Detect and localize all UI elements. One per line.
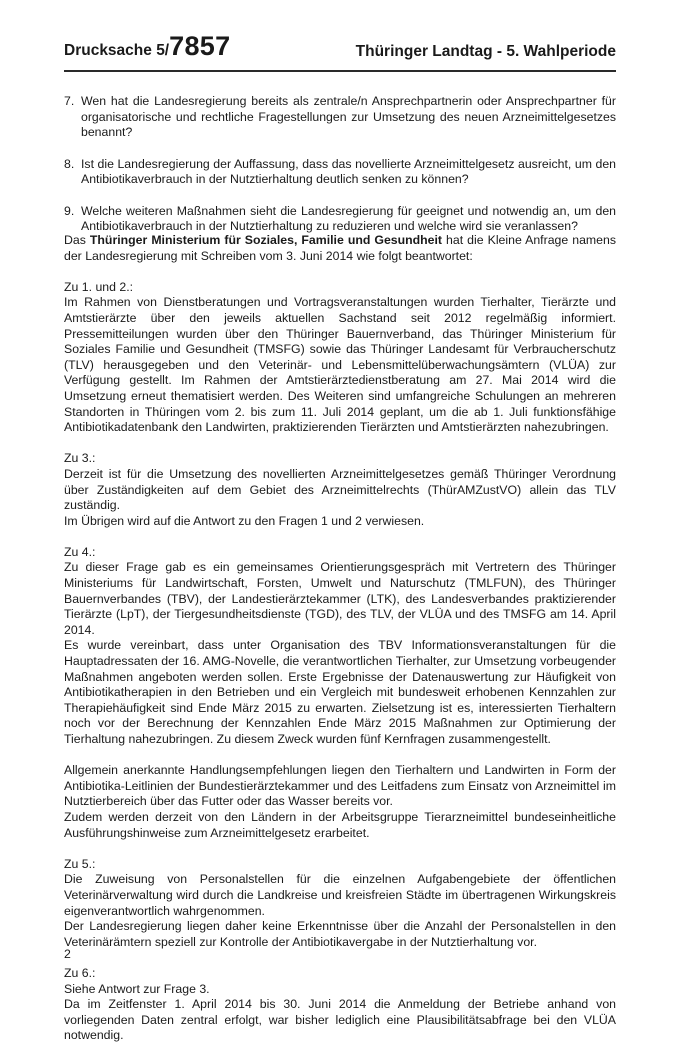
intro-paragraph	[64, 233, 616, 264]
answer-text: Zu dieser Frage gab es ein gemeinsames Orientierungsgespräch mit Vertretern des Thüringer Ministeriums für Landwirtschaft, Forsten, Umwelt und Naturschutz (TMLFUN), des Thüringer Bauernverbandes (TBV), der Landestierärztekammer (LTK), des Landesverbandes praktizierender Tierärzte (LpT), der Tiergesundheitsdienste (TGD), des TLV, der VLÜA und des TMSFG am 14. April 2014.	[64, 560, 616, 637]
answer-heading: Zu 3.:	[64, 451, 96, 466]
question-text: Ist die Landesregierung der Auffassung, dass das novellierte Arzneimittelgesetz ausreicht, um den Antibiotikaverbrauch in der Nutztierhaltung deutlich senken zu können?	[81, 156, 616, 186]
intro-after: hat die Kleine Anfrage namens der Landesregierung mit Schreiben vom 3. Juni 2014 wie folgt beantwortet:	[64, 233, 616, 263]
answer-text: Im Rahmen von Dienstberatungen und Vortragsveranstaltungen wurden Tierhalter, Tierärzte und Amtstierärzte über den jeweils aktuellen Sachstand seit 2012 regelmäßig informiert. Pressemitteilungen wurden über den Thüringer Bauernverband, das Thüringer Ministerium für Soziales Familie und Gesundheit (TMSFG) sowie das Thüringer Landesamt für Verbraucherschutz (TLV) herausgegeben und den Veterinär- und Lebensmittelüberwachungsämtern (VLÜA) zur Verfügung gestellt. Im Rahmen der Amtstierärztedienstberatung am 27. Mai 2014 wird die Umsetzung erneut thematisiert werden. Des Weiteren sind umfangreiche Schulungen an mehreren Standorten in Thüringen vom 2. bis zum 11. Juli 2014 geplant, um die ab 1. Juli funktionsfähige Antibiotikadatenbank den Landwirten, praktizierenden Tierärzten und Amtstierärzten nahezubringen.	[64, 295, 616, 435]
document-prefix: Drucksache 5/	[64, 42, 170, 59]
question-number: 9.	[64, 203, 75, 218]
answer-text: Allgemein anerkannte Handlungsempfehlungen liegen den Tierhaltern und Landwirten in Form der Antibiotika-Leitlinien der Bundestierärztekammer und des Leitfadens zum Einsatz von Arzneimittel im Nutztierbereich über das Futter oder das Wasser bereits vor.	[64, 763, 616, 809]
page-number: 2	[64, 947, 71, 961]
answer-1-2	[64, 280, 616, 436]
question-item	[64, 157, 616, 188]
answer-text: Im Übrigen wird auf die Antwort zu den Fragen 1 und 2 verwiesen.	[64, 513, 425, 528]
question-item	[64, 94, 616, 141]
answer-text: Der Landesregierung liegen daher keine Erkenntnisse über die Anzahl der Personalstellen in den Veterinärämtern speziell zur Kontrolle der Antibiotikavergabe in der Nutztierhaltung vor.	[64, 919, 616, 949]
answer-4-continued	[64, 763, 616, 841]
header-divider	[64, 70, 616, 72]
document-number	[64, 31, 230, 62]
question-item	[64, 204, 616, 235]
answer-6	[64, 966, 616, 1044]
question-list	[64, 94, 616, 251]
answer-text: Die Zuweisung von Personalstellen für die einzelnen Aufgabengebiete der öffentlichen Veterinärverwaltung wird durch die Landkreise und kreisfreien Städte im übertragenen Wirkungskreis eigenverantwortlich wahrgenommen.	[64, 872, 616, 918]
answer-text: Siehe Antwort zur Frage 3.	[64, 981, 210, 996]
legislative-period: Thüringer Landtag - 5. Wahlperiode	[355, 43, 616, 60]
question-number: 7.	[64, 94, 75, 108]
answer-3	[64, 451, 616, 529]
intro-before: Das	[64, 233, 90, 247]
answer-heading: Zu 4.:	[64, 544, 96, 559]
answer-5	[64, 857, 616, 951]
answer-text: Derzeit ist für die Umsetzung des novellierten Arzneimittelgesetzes gemäß Thüringer Verordnung über Zuständigkeiten auf dem Gebiet des Arzneimittelrechts (ThürAMZustVO) allein das TLV zuständig.	[64, 466, 616, 513]
page-header	[64, 30, 616, 64]
answer-heading: Zu 5.:	[64, 856, 96, 871]
answer-text: Es wurde vereinbart, dass unter Organisation des TBV Informationsveranstaltungen für die Hauptadressaten der 16. AMG-Novelle, die verantwortlichen Tierhalter, zur Umsetzung vorbeugender Maßnahmen angeboten werden sollen. Erste Ergebnisse der Datenauswertung zur Häufigkeit von Antibiotikatherapien in den Betrieben und ein Vergleich mit bundesweit erhobenen Kennzahlen zur Therapiehäufigkeit sind Ende März 2015 zu erwarten. Zielsetzung ist es, interessierten Tierhaltern noch vor der Berechnung der Kennzahlen Ende März 2015 Maßnahmen zur Optimierung der Tierhaltung nahezubringen. Zu diesem Zweck wurden fünf Kernfragen zusammengestellt.	[64, 638, 616, 746]
question-text: Welche weiteren Maßnahmen sieht die Landesregierung für geeignet und notwendig an, um den Antibiotikaverbrauch in der Nutztierhaltung zu reduzieren und welche wird sie veranlassen?	[81, 203, 616, 233]
question-text: Wen hat die Landesregierung bereits als zentrale/n Ansprechpartnerin oder Ansprechpartner für organisatorische und rechtliche Fragestellungen zur Umsetzung des neuen Arzneimittelgesetzes benannt?	[81, 94, 616, 139]
answer-text: Zudem werden derzeit von den Ländern in der Arbeitsgruppe Tierarzneimittel bundeseinheitliche Ausführungshinweise zum Arzneimittelgesetz erarbeitet.	[64, 809, 616, 840]
ministry-name: Thüringer Ministerium für Soziales, Familie und Gesundheit	[89, 233, 443, 247]
answer-heading: Zu 1. und 2.:	[64, 279, 134, 294]
answer-text: Da im Zeitfenster 1. April 2014 bis 30. Juni 2014 die Anmeldung der Betriebe anhand von vorliegenden Daten zentral erfolgt, war bisher lediglich eine Plausibilitätsabfrage bei den VLÜA notwendig.	[64, 997, 616, 1043]
answer-heading: Zu 6.:	[64, 965, 96, 980]
answer-section	[64, 233, 616, 1059]
document-number-value: 7857	[169, 31, 231, 61]
question-number: 8.	[64, 156, 75, 171]
answer-4	[64, 545, 616, 748]
